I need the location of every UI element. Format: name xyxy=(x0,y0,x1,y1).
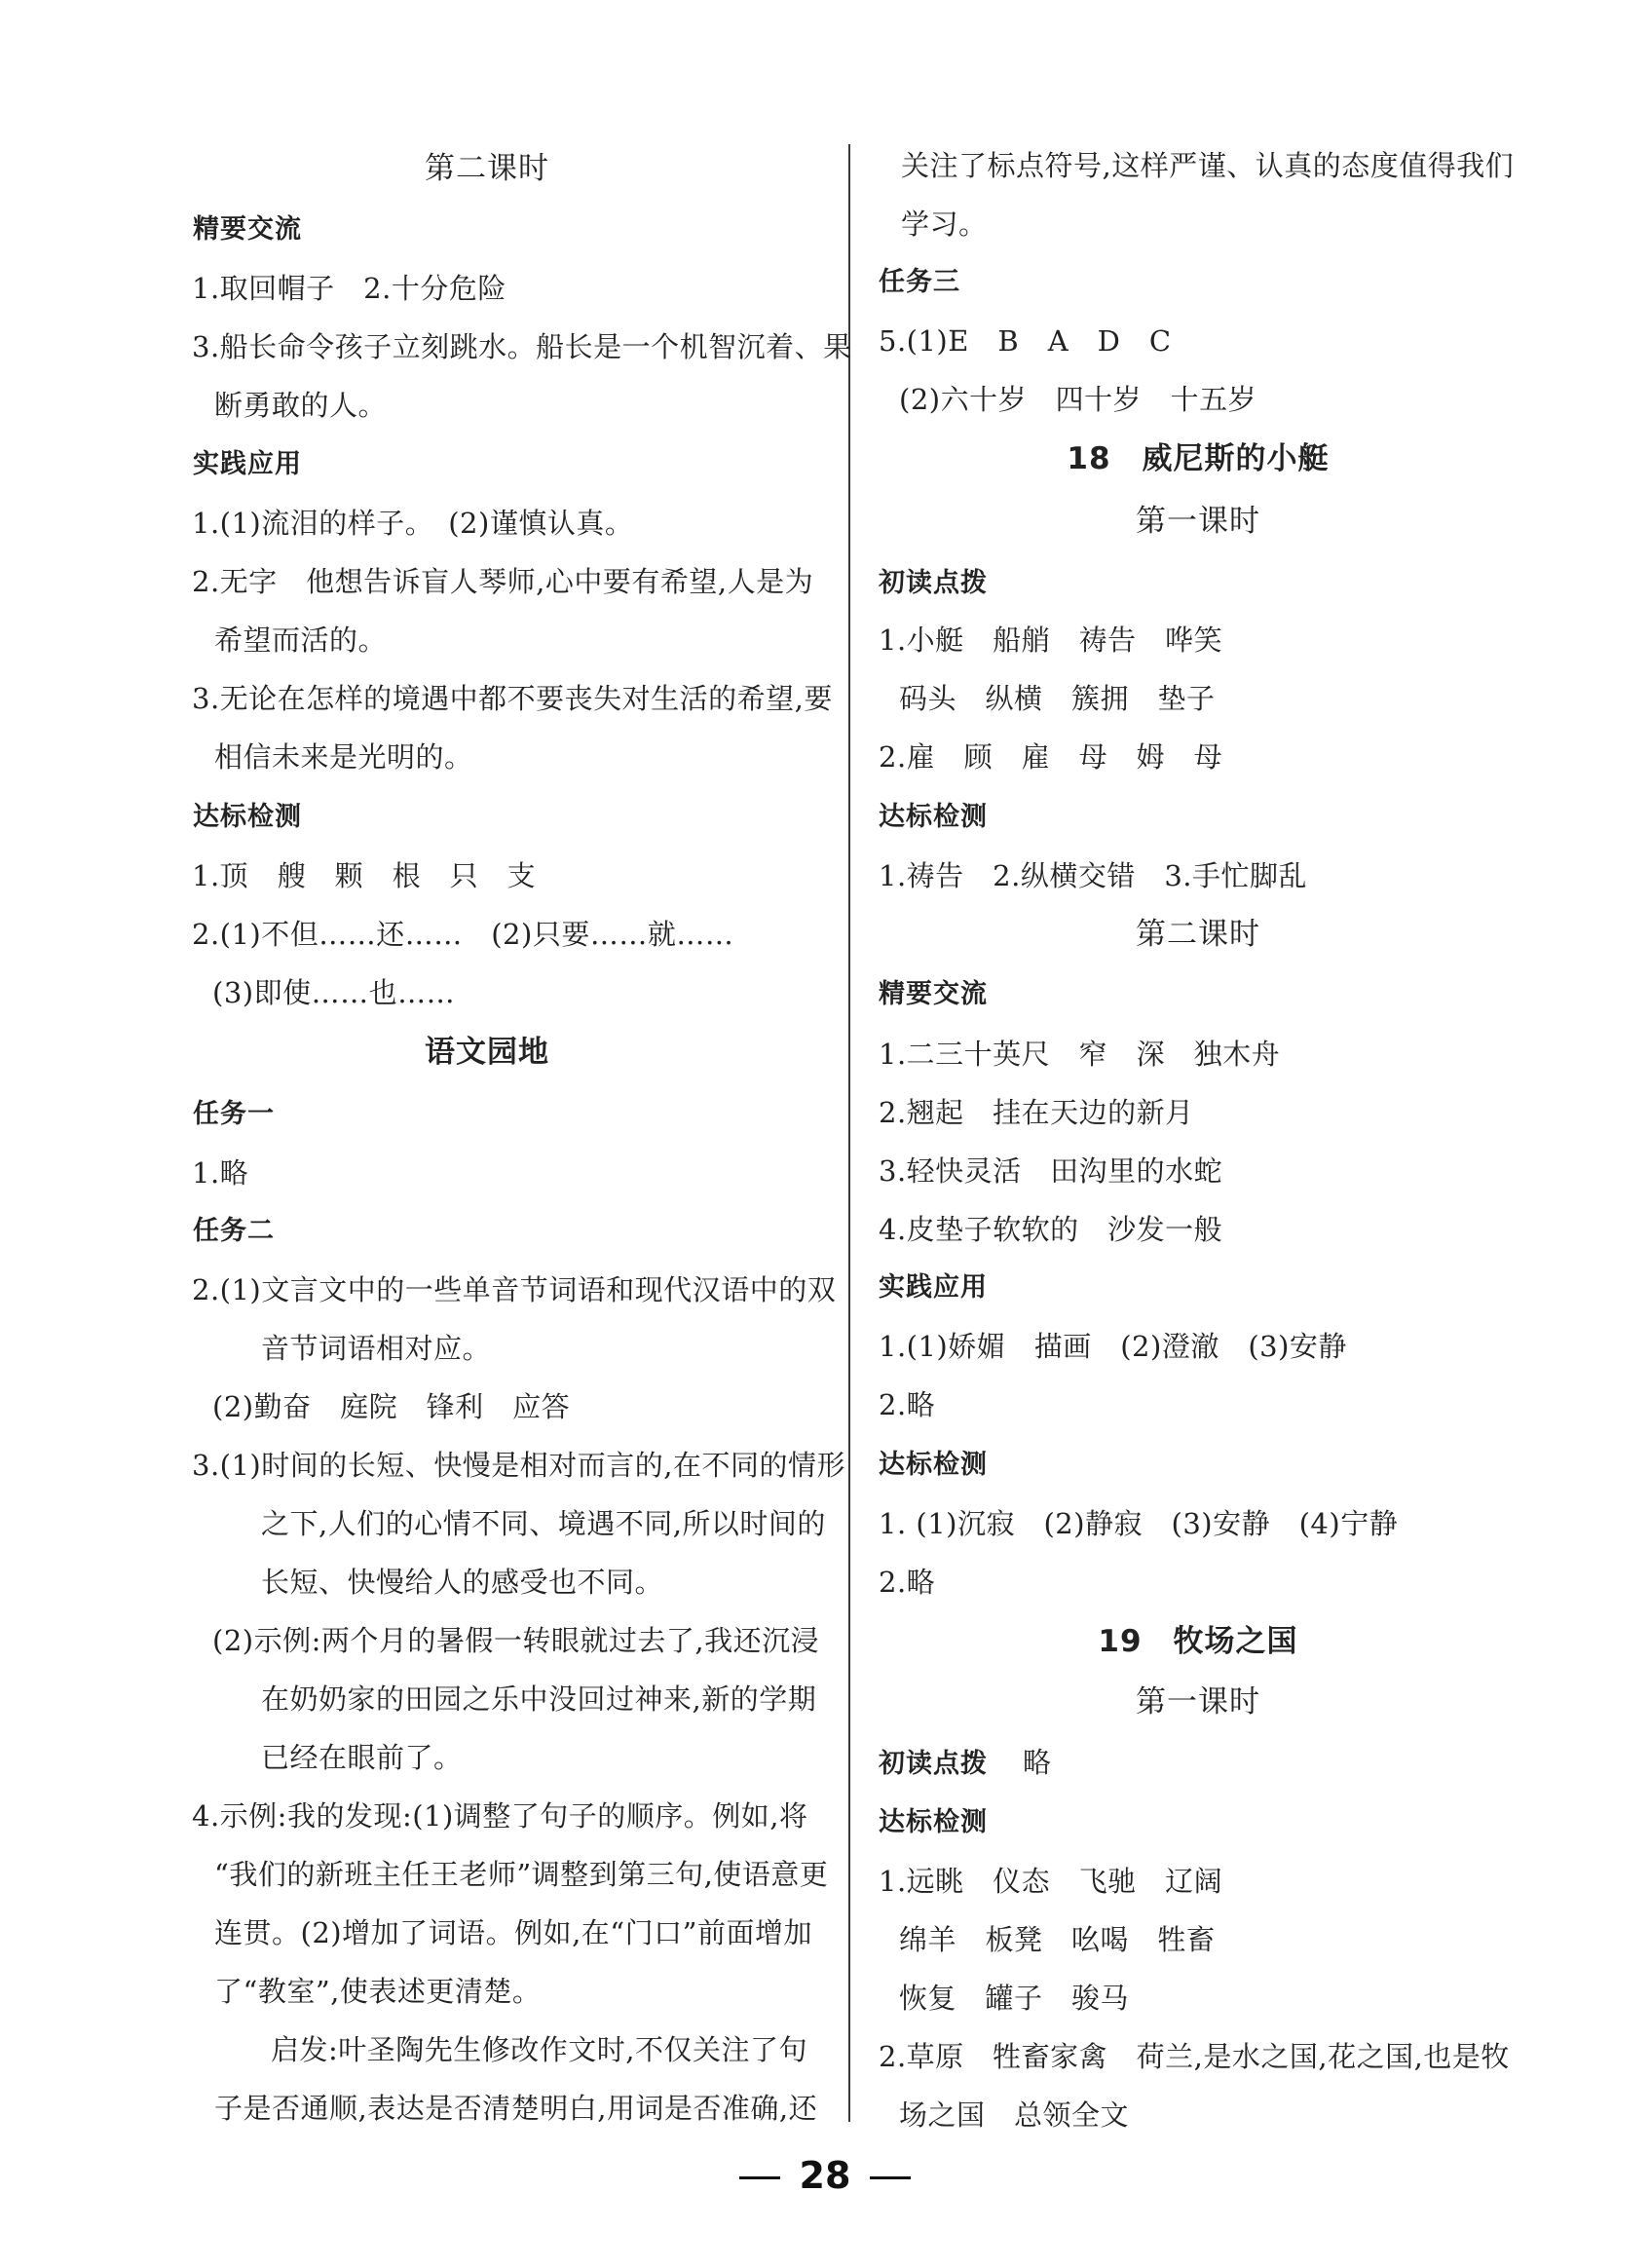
lesson-title: 19 牧场之国 xyxy=(1098,1624,1298,1659)
answer-line: 3.船长命令孩子立刻跳水。船长是一个机智沉着、果 xyxy=(192,330,852,363)
answer-line: “我们的新班主任王老师”调整到第三句,使语意更 xyxy=(214,1858,829,1891)
section-heading: 精要交流 xyxy=(193,214,302,245)
lesson-title: 第二课时 xyxy=(1136,917,1260,952)
answer-line: 1.远眺 仪态 飞驰 辽阔 xyxy=(879,1865,1223,1898)
section-heading: 达标检测 xyxy=(879,802,988,832)
answer-line: 3.(1)时间的长短、快慢是相对而言的,在不同的情形 xyxy=(192,1449,845,1482)
answer-line: 1.(1)流泪的样子。 (2)谨慎认真。 xyxy=(192,507,634,540)
answer-line: 1. (1)沉寂 (2)静寂 (3)安静 (4)宁静 xyxy=(879,1507,1399,1540)
page-dash-left xyxy=(739,2176,780,2179)
section-heading: 达标检测 xyxy=(879,1807,988,1837)
answer-line: 场之国 总领全文 xyxy=(899,2098,1130,2132)
answer-line: 2.翘起 挂在天边的新月 xyxy=(879,1096,1194,1129)
section-heading: 精要交流 xyxy=(879,979,988,1009)
answer-line: 1.二三十英尺 窄 深 独木舟 xyxy=(879,1038,1281,1071)
answer-line: 2.(1)不但……还…… (2)只要……就…… xyxy=(192,918,734,951)
answer-line: 音节词语相对应。 xyxy=(261,1332,492,1365)
column-divider xyxy=(848,144,850,2122)
task-heading: 任务二 xyxy=(193,1216,275,1246)
answer-line: 1.取回帽子 2.十分危险 xyxy=(192,272,506,305)
section-heading: 达标检测 xyxy=(879,1450,988,1480)
answer-line: 相信未来是光明的。 xyxy=(214,740,473,774)
section-heading: 初读点拨 xyxy=(879,568,988,598)
answer-line: 希望而活的。 xyxy=(214,624,388,657)
answer-line: 1.小艇 船艄 祷告 哗笑 xyxy=(879,624,1223,657)
answer-line: 4.示例:我的发现:(1)调整了句子的顺序。例如,将 xyxy=(192,1799,808,1833)
answer-line: 1.(1)娇媚 描画 (2)澄澈 (3)安静 xyxy=(879,1330,1347,1363)
task-heading: 任务一 xyxy=(193,1099,275,1129)
answer-line: 2.无字 他想告诉盲人琴师,心中要有希望,人是为 xyxy=(192,565,814,598)
answer-line: 了“教室”,使表述更清楚。 xyxy=(214,1975,542,2008)
answer-line: 长短、快慢给人的感受也不同。 xyxy=(261,1566,664,1599)
lesson-title: 第一课时 xyxy=(1136,1684,1260,1720)
answer-line: 1.顶 艘 颗 根 只 支 xyxy=(192,859,537,892)
answer-line: 关注了标点符号,这样严谨、认真的态度值得我们 xyxy=(901,149,1515,182)
answer-line: 2.略 xyxy=(879,1388,936,1421)
answer-line: (2)勤奋 庭院 锋利 应答 xyxy=(212,1390,571,1423)
answer-line: 断勇敢的人。 xyxy=(214,389,388,422)
answer-line: 2.雇 顾 雇 母 姆 母 xyxy=(879,740,1223,774)
answer-line: 子是否通顺,表达是否清楚明白,用词是否准确,还 xyxy=(214,2092,818,2125)
answer-line: 绵羊 板凳 吆喝 牲畜 xyxy=(899,1923,1216,1956)
answer-line: 2.(1)文言文中的一些单音节词语和现代汉语中的双 xyxy=(192,1273,837,1306)
section-heading: 初读点拨 xyxy=(879,1749,988,1779)
answer-line: 1.略 xyxy=(192,1156,249,1190)
answer-line: 2.草原 牲畜家禽 荷兰,是水之国,花之国,也是牧 xyxy=(879,2040,1510,2073)
answer-line: (3)即使……也…… xyxy=(212,976,456,1009)
answer-line: 码头 纵横 簇拥 垫子 xyxy=(899,682,1216,715)
answer-line: 在奶奶家的田园之乐中没回过神来,新的学期 xyxy=(261,1682,817,1716)
answer-line: 3.轻快灵活 田沟里的水蛇 xyxy=(879,1154,1223,1188)
answer-line: 3.无论在怎样的境遇中都不要丧失对生活的希望,要 xyxy=(192,682,833,715)
answer-line: 启发:叶圣陶先生修改作文时,不仅关注了句 xyxy=(271,2033,807,2066)
section-heading: 达标检测 xyxy=(193,802,302,832)
answer-line: 连贯。(2)增加了词语。例如,在“门口”前面增加 xyxy=(214,1916,812,1949)
answer-line: (2)六十岁 四十岁 十五岁 xyxy=(899,383,1257,416)
section-title: 语文园地 xyxy=(425,1035,549,1070)
page-number-text: 28 xyxy=(799,2154,851,2197)
lesson-title: 第二课时 xyxy=(425,151,549,186)
answer-line: 恢复 罐子 骏马 xyxy=(899,1982,1130,2015)
task-heading: 任务三 xyxy=(879,267,960,297)
section-heading: 实践应用 xyxy=(879,1272,988,1303)
answer-line: 4.皮垫子软软的 沙发一般 xyxy=(879,1213,1223,1246)
answer-line: 已经在眼前了。 xyxy=(261,1741,463,1774)
lesson-title: 第一课时 xyxy=(1136,504,1260,539)
section-heading: 实践应用 xyxy=(193,449,302,479)
answer-line: 略 xyxy=(1023,1746,1052,1779)
page-dash-right xyxy=(870,2176,911,2179)
answer-line: 1.祷告 2.纵横交错 3.手忙脚乱 xyxy=(879,859,1308,892)
lesson-title: 18 威尼斯的小艇 xyxy=(1067,441,1330,476)
answer-line: (2)示例:两个月的暑假一转眼就过去了,我还沉浸 xyxy=(212,1624,820,1657)
answer-line: 之下,人们的心情不同、境遇不同,所以时间的 xyxy=(261,1507,826,1540)
answer-line: 2.略 xyxy=(879,1566,936,1599)
answer-line: 学习。 xyxy=(901,208,988,241)
page-number xyxy=(0,2154,1650,2197)
answer-line: 5.(1)E B A D C xyxy=(879,324,1172,358)
